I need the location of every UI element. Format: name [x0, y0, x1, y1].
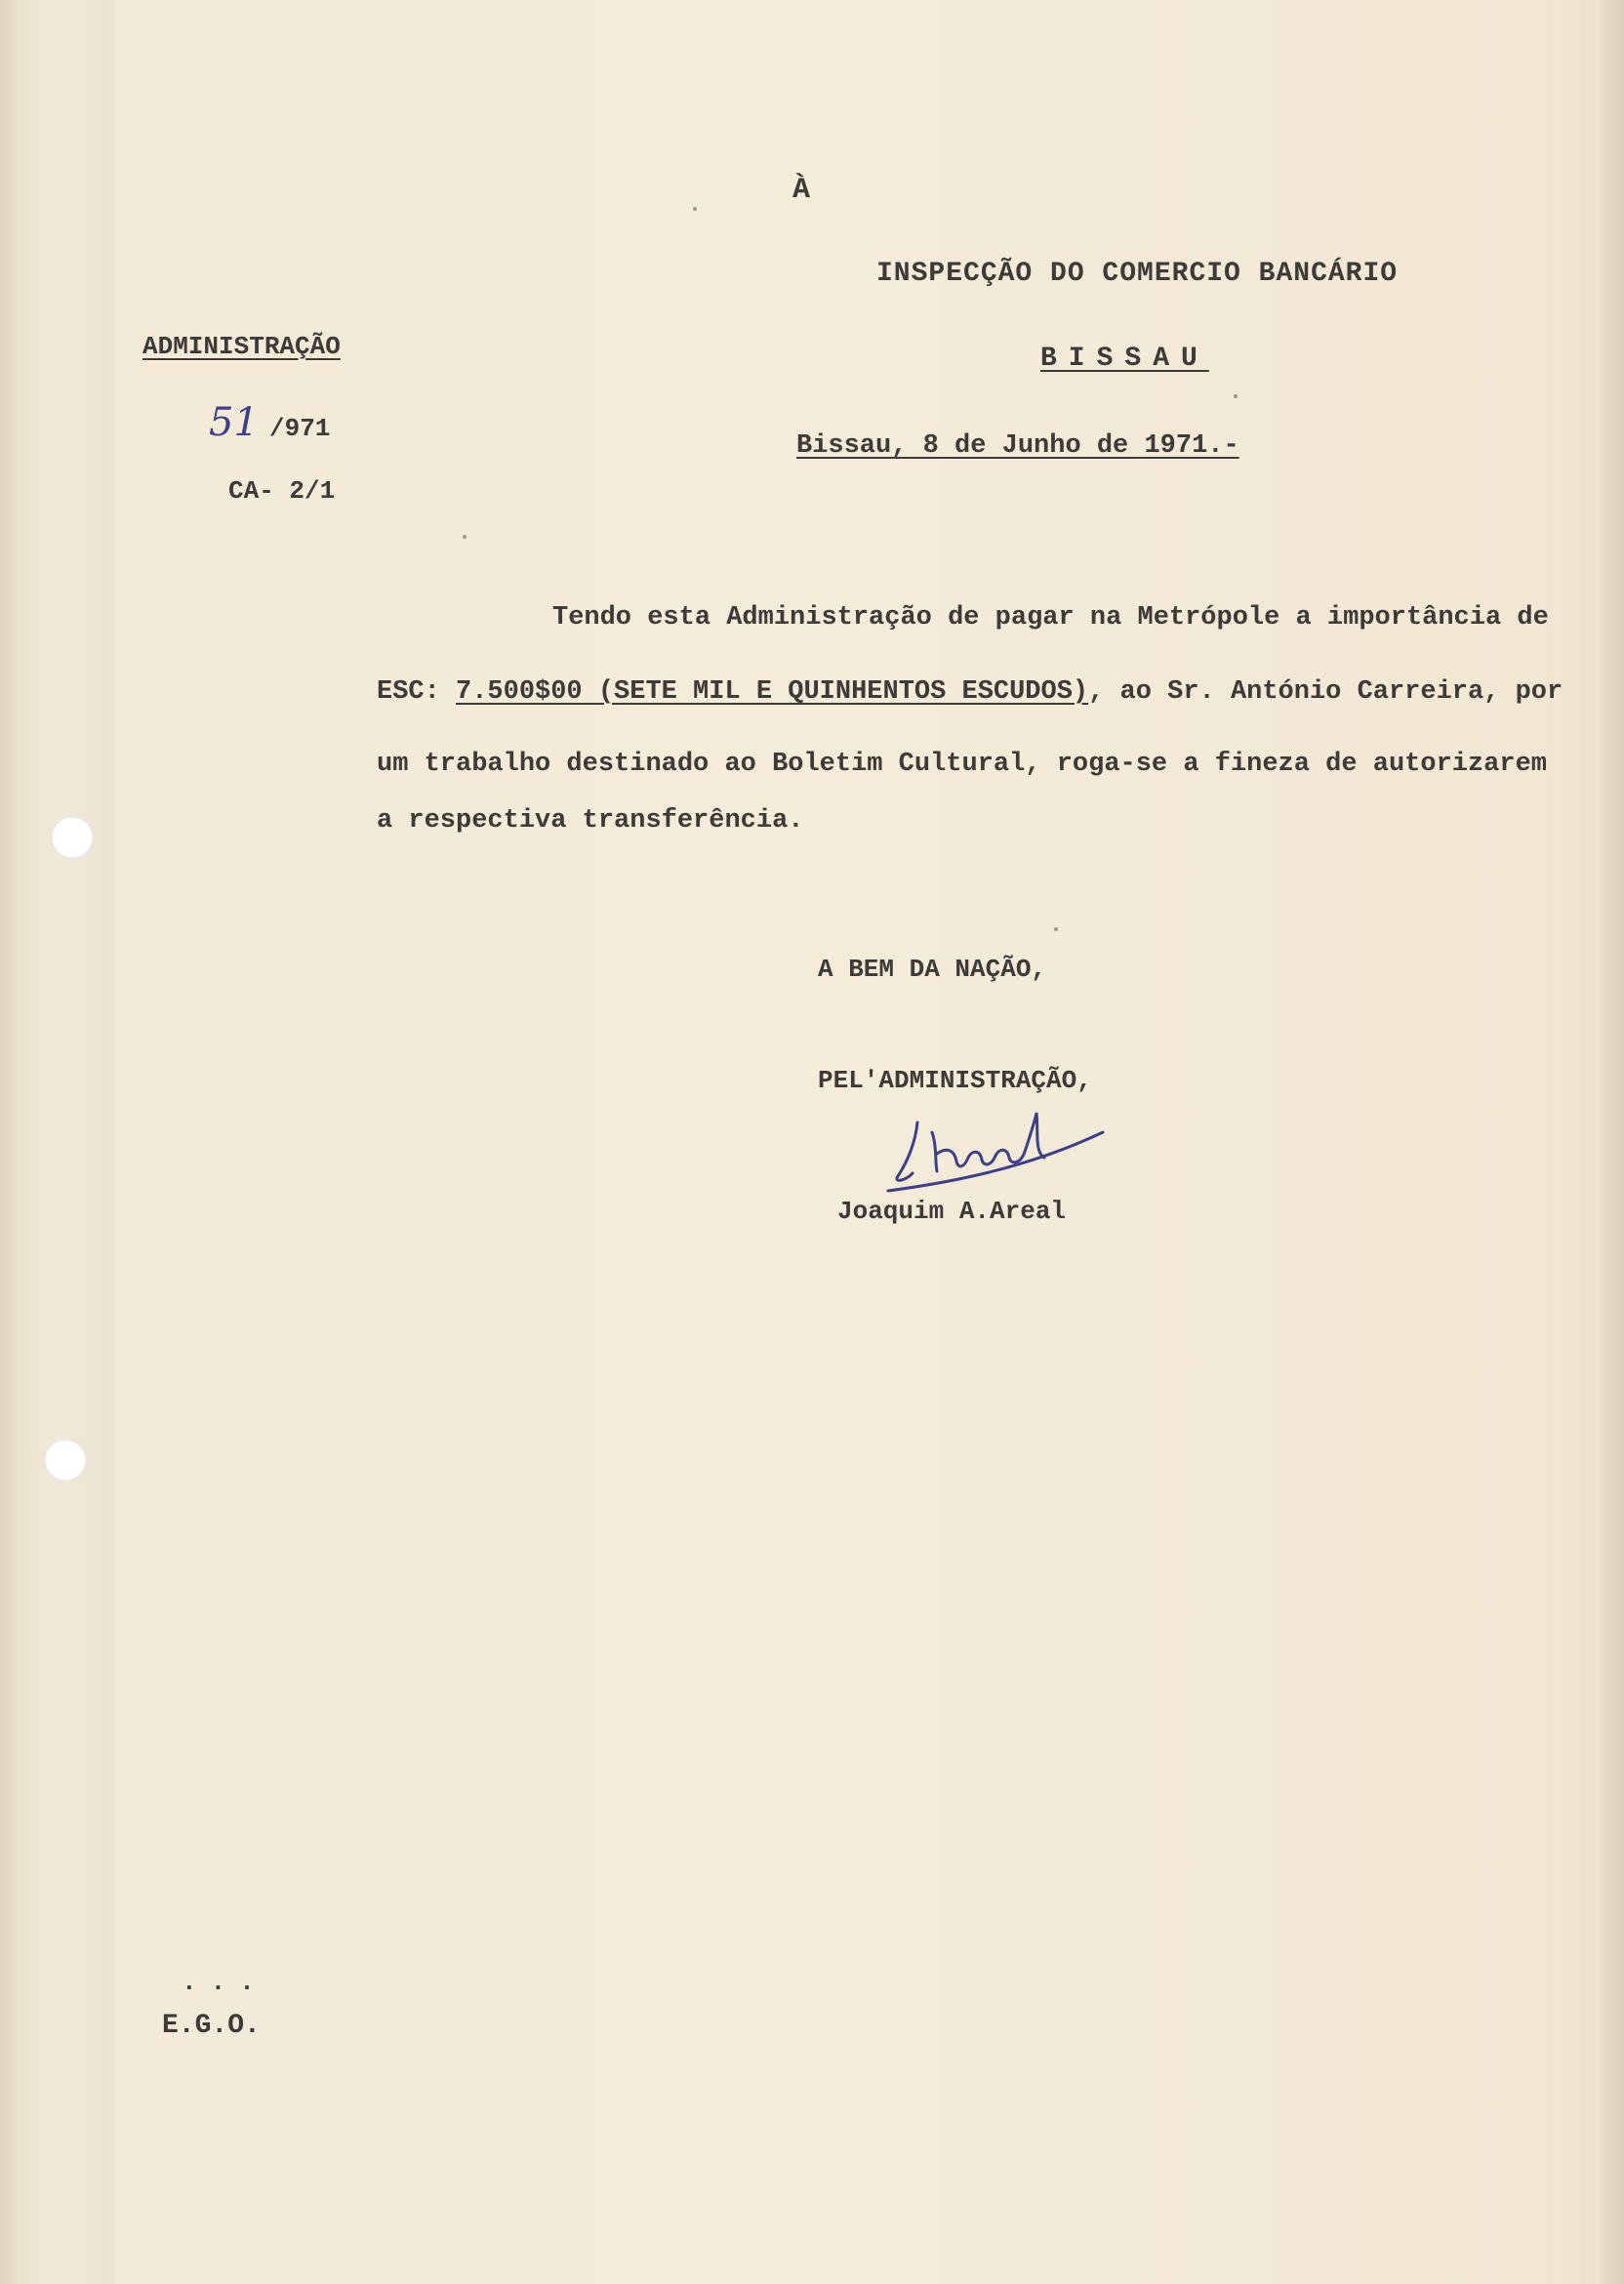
reference-code: CA- 2/1	[228, 476, 336, 506]
ink-speck	[1054, 927, 1058, 931]
ink-speck	[463, 535, 467, 539]
signoff-line: PEL'ADMINISTRAÇÃO,	[818, 1066, 1092, 1095]
body-line-4: a respectiva transferência.	[377, 806, 804, 836]
binding-margin	[0, 0, 115, 2284]
body-line-2	[377, 677, 1563, 707]
ink-speck	[693, 207, 697, 211]
body-line-2-suffix: , ao Sr. António Carreira, por	[1088, 677, 1563, 707]
body-line-1: Tendo esta Administração de pagar na Metrópole a importância de	[552, 603, 1549, 632]
footer-dots: ...	[182, 1968, 268, 1997]
closing-salutation: A BEM DA NAÇÃO,	[818, 955, 1047, 984]
reference-handwritten-number: 51	[209, 400, 259, 445]
payment-amount: 7.500$00 (SETE MIL E QUINHENTOS ESCUDOS)	[456, 677, 1089, 707]
typist-initials: E.G.O.	[162, 2011, 261, 2041]
punch-hole-lower	[44, 1439, 87, 1482]
handwritten-signature	[878, 1093, 1113, 1210]
body-line-3: um trabalho destinado ao Boletim Cultural, roga-se a fineza de autorizarem	[377, 750, 1547, 779]
addressee-prefix: À	[792, 174, 811, 207]
addressee-city: BISSAU	[1040, 344, 1209, 374]
reference-number: /971	[269, 414, 331, 443]
paper-edge-shadow	[1599, 0, 1624, 2284]
signer-name: Joaquim A.Areal	[837, 1197, 1067, 1226]
addressee-organization: INSPECÇÃO DO COMERCIO BANCÁRIO	[876, 259, 1399, 289]
sender-department: ADMINISTRAÇÃO	[142, 332, 341, 361]
ink-speck	[1234, 394, 1238, 398]
punch-hole-upper	[51, 816, 94, 859]
date-line: Bissau, 8 de Junho de 1971.-	[796, 431, 1239, 461]
currency-label: ESC:	[377, 677, 440, 707]
